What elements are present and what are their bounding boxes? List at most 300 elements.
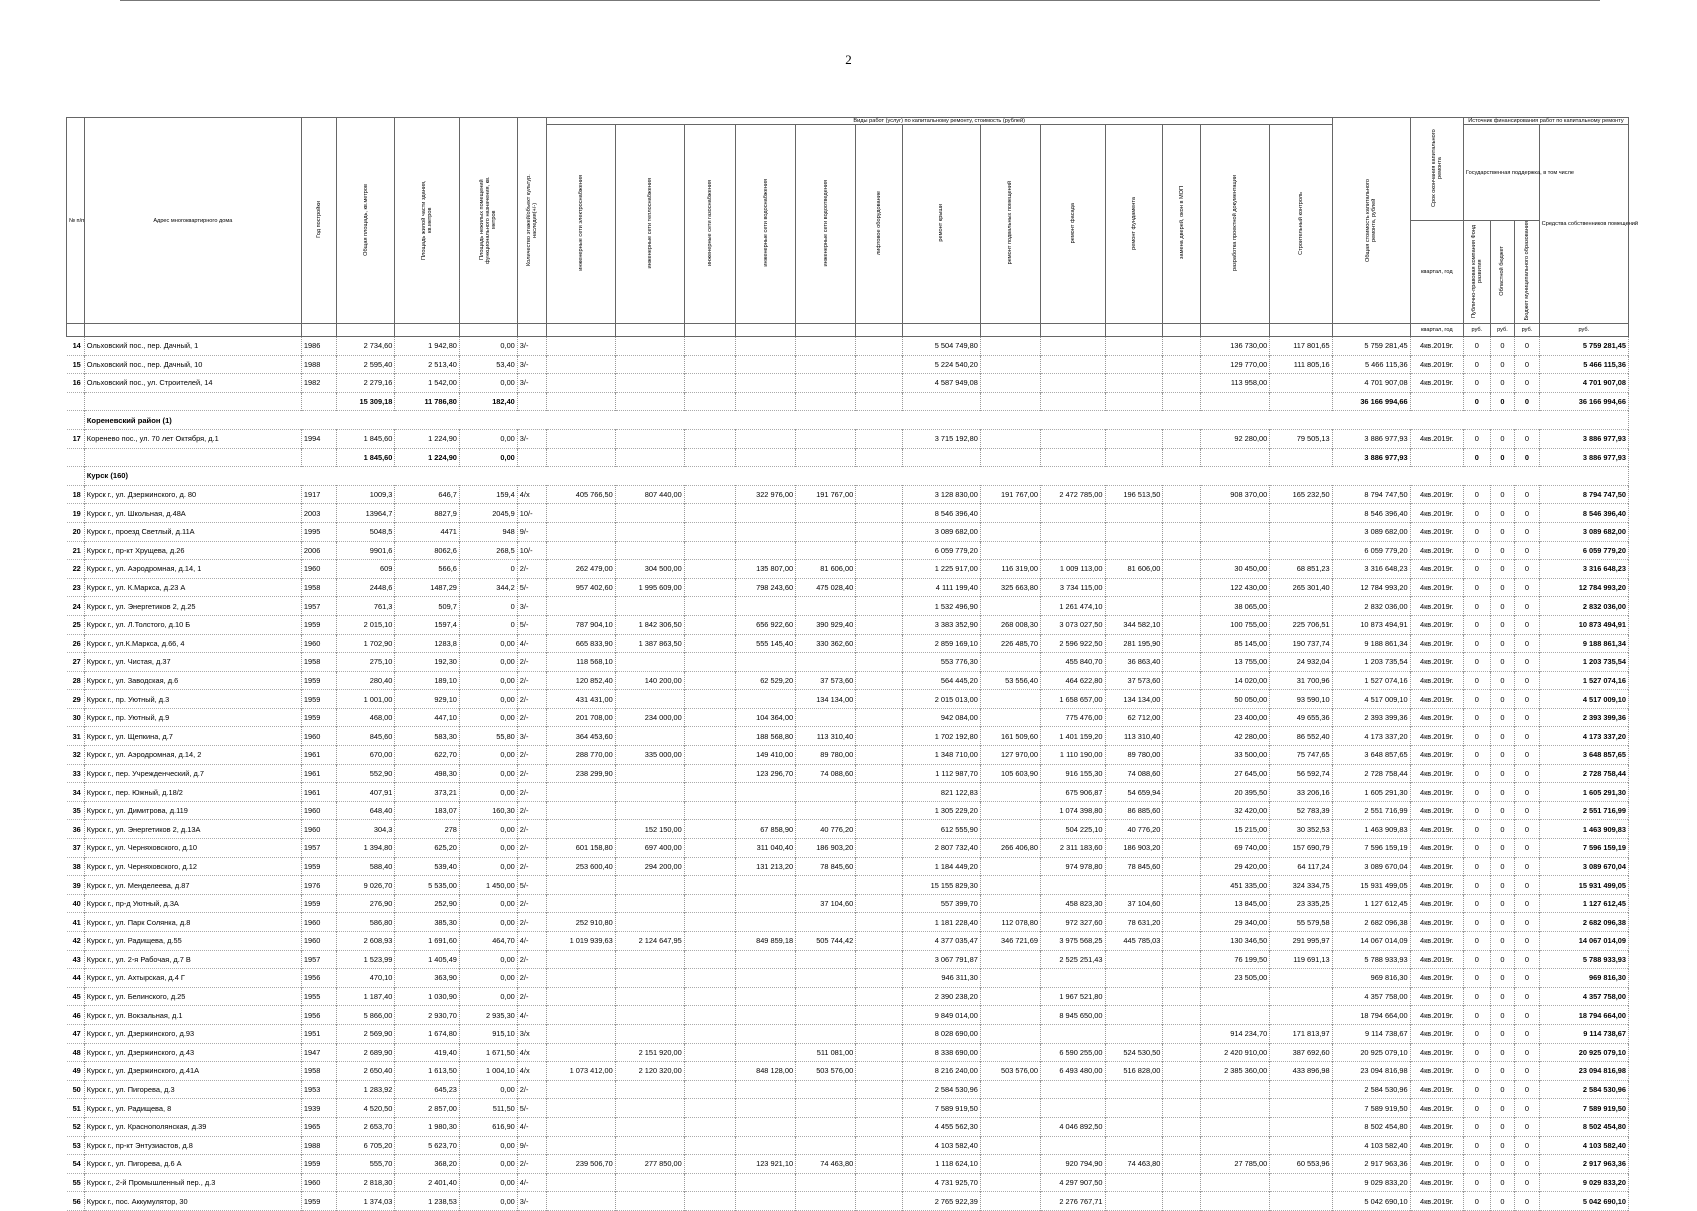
cell-work: [735, 1099, 795, 1118]
cell-living-area: 4471: [395, 522, 460, 541]
cell-work: 9 849 014,00: [902, 1006, 980, 1025]
cell-work: [1163, 337, 1201, 356]
cell-fund: 0: [1464, 708, 1491, 727]
cell-fund: 0: [1464, 671, 1491, 690]
cell-work: 1 019 939,63: [546, 932, 615, 951]
cell-total-area: 5048,5: [337, 522, 395, 541]
cell-work: [615, 448, 684, 467]
cell-work: 4 731 925,70: [902, 1173, 980, 1192]
cell-work: [615, 653, 684, 672]
cell-work: [1040, 1080, 1105, 1099]
cell-total-area: 304,3: [337, 820, 395, 839]
cell-work: [1270, 597, 1332, 616]
cell-address: Курск г., ул. Аэродромная, д.14, 2: [84, 746, 301, 765]
cell-municipal: 0: [1515, 764, 1539, 783]
cell-floors: 2/-: [517, 708, 546, 727]
cell-work: [1270, 1006, 1332, 1025]
cell-work: 555 145,40: [735, 634, 795, 653]
cell-work: [735, 429, 795, 448]
cell-municipal: 0: [1515, 653, 1539, 672]
cell-work: 564 445,20: [902, 671, 980, 690]
cell-work: [980, 374, 1040, 393]
cell-work: 1 009 113,00: [1040, 560, 1105, 579]
cell-total-cost: 2 917 963,36: [1332, 1155, 1410, 1174]
cell-deadline: 4кв.2019г.: [1410, 1117, 1463, 1136]
cell-work: [856, 1062, 903, 1081]
cell-work: 188 568,80: [735, 727, 795, 746]
cell-floors: 2/-: [517, 653, 546, 672]
cell-work: [615, 783, 684, 802]
cell-work: [856, 337, 903, 356]
cell-work: [546, 337, 615, 356]
cell-deadline: 4кв.2019г.: [1410, 429, 1463, 448]
cell-work: 330 362,60: [796, 634, 856, 653]
cell-total-cost: 2 584 530,96: [1332, 1080, 1410, 1099]
cell-work: [856, 932, 903, 951]
cell-floors: 4/х: [517, 485, 546, 504]
cell-work: 13 845,00: [1201, 894, 1270, 913]
cell-total-cost: 1 605 291,30: [1332, 783, 1410, 802]
cell-no: [67, 467, 85, 486]
unit-deadline: квартал, год: [1410, 324, 1463, 337]
table-row: [67, 839, 1629, 858]
cell-own-funds: 6 059 779,20: [1539, 541, 1628, 560]
cell-work: [856, 634, 903, 653]
cell-work: 201 708,00: [546, 708, 615, 727]
cell-work: [1201, 541, 1270, 560]
state-support-header: Государственная поддержка, в том числе: [1464, 125, 1540, 221]
cell-own-funds: 5 759 281,45: [1539, 337, 1628, 356]
cell-work: 37 104,60: [1105, 894, 1163, 913]
cell-address: Курск г., пер. Южный, д.18/2: [84, 783, 301, 802]
cell-work: [980, 1117, 1040, 1136]
cell-work: [1163, 392, 1201, 411]
cell-address: Курск г., ул. Л.Толстого, д.10 Б: [84, 615, 301, 634]
cell-work: [615, 764, 684, 783]
cell-work: [546, 969, 615, 988]
district-label: Курск (160): [84, 467, 1628, 486]
cell-work: [856, 541, 903, 560]
cell-deadline: 4кв.2019г.: [1410, 337, 1463, 356]
cell-work: [1270, 392, 1332, 411]
cell-municipal: 0: [1515, 485, 1539, 504]
cell-work: 1 184 449,20: [902, 857, 980, 876]
cell-year: 1995: [301, 522, 337, 541]
cell-work: 1 842 306,50: [615, 615, 684, 634]
cell-living-area: 625,20: [395, 839, 460, 858]
cell-work: 85 145,00: [1201, 634, 1270, 653]
cell-own-funds: 10 873 494,91: [1539, 615, 1628, 634]
cell-work: [546, 1117, 615, 1136]
cell-work: 37 573,60: [796, 671, 856, 690]
cell-living-area: 385,30: [395, 913, 460, 932]
cell-municipal: 0: [1515, 504, 1539, 523]
cell-own-funds: 9 029 833,20: [1539, 1173, 1628, 1192]
cell-work: [1040, 392, 1105, 411]
cell-total-cost: 3 316 648,23: [1332, 560, 1410, 579]
cell-nonres-area: 0,00: [459, 1080, 517, 1099]
cell-work: 52 783,39: [1270, 801, 1332, 820]
cell-address: Курск г., ул. Пигорева, д.3: [84, 1080, 301, 1099]
cell-address: Курск г., ул. Щепкина, д.7: [84, 727, 301, 746]
cell-work: [684, 634, 735, 653]
cell-work: [856, 727, 903, 746]
cell-work: [1270, 1192, 1332, 1211]
cell-living-area: 2 401,40: [395, 1173, 460, 1192]
cell-work: [546, 894, 615, 913]
cell-work: 511 081,00: [796, 1043, 856, 1062]
cell-deadline: 4кв.2019г.: [1410, 708, 1463, 727]
cell-work: 821 122,83: [902, 783, 980, 802]
cell-floors: [517, 448, 546, 467]
cell-no: 55: [67, 1173, 85, 1192]
cell-work: 2 596 922,50: [1040, 634, 1105, 653]
page-number: 2: [845, 52, 852, 67]
cell-work: [684, 1080, 735, 1099]
table-row: [67, 504, 1629, 523]
cell-work: [856, 448, 903, 467]
cell-own-funds: 969 816,30: [1539, 969, 1628, 988]
cell-work: [1105, 597, 1163, 616]
cell-fund: 0: [1464, 1024, 1491, 1043]
cell-no: 39: [67, 876, 85, 895]
cell-work: [615, 987, 684, 1006]
cell-municipal: 0: [1515, 820, 1539, 839]
cell-work: [735, 522, 795, 541]
cell-own-funds: 4 517 009,10: [1539, 690, 1628, 709]
cell-no: 45: [67, 987, 85, 1006]
cell-fund: 0: [1464, 727, 1491, 746]
cell-total-area: 1 283,92: [337, 1080, 395, 1099]
cell-year: 1917: [301, 485, 337, 504]
table-row: [67, 1173, 1629, 1192]
cell-fund: 0: [1464, 448, 1491, 467]
funding-group-header: Источник финансирования работ по капитальному ремонту: [1464, 118, 1629, 125]
cell-work: [735, 1024, 795, 1043]
cell-work: 42 280,00: [1201, 727, 1270, 746]
cell-work: 74 463,80: [796, 1155, 856, 1174]
cell-work: 1 112 987,70: [902, 764, 980, 783]
cell-work: [1163, 653, 1201, 672]
cell-work: [856, 764, 903, 783]
cell-floors: 3/-: [517, 597, 546, 616]
cell-work: 364 453,60: [546, 727, 615, 746]
cell-work: 112 078,80: [980, 913, 1040, 932]
cell-work: 557 399,70: [902, 894, 980, 913]
cell-work: [980, 1006, 1040, 1025]
cell-work: [796, 429, 856, 448]
cell-work: [1163, 1117, 1201, 1136]
cell-work: [1105, 1192, 1163, 1211]
cell-work: 191 767,00: [980, 485, 1040, 504]
cell-no: 41: [67, 913, 85, 932]
cell-address: Курск г., ул. К.Маркса, д.23 А: [84, 578, 301, 597]
cell-regional: 0: [1490, 615, 1514, 634]
cell-work: 775 476,00: [1040, 708, 1105, 727]
cell-work: [615, 504, 684, 523]
cell-year: 1965: [301, 1117, 337, 1136]
cell-work: [856, 839, 903, 858]
cell-own-funds: 2 551 716,99: [1539, 801, 1628, 820]
cell-work: 5 504 749,80: [902, 337, 980, 356]
cell-work: 1 658 657,00: [1040, 690, 1105, 709]
cell-work: [796, 392, 856, 411]
cell-work: [1270, 541, 1332, 560]
cell-no: 43: [67, 950, 85, 969]
cell-work: [856, 708, 903, 727]
cell-municipal: 0: [1515, 987, 1539, 1006]
cell-living-area: 11 786,80: [395, 392, 460, 411]
cell-nonres-area: 0: [459, 560, 517, 579]
cell-year: 1956: [301, 969, 337, 988]
cell-year: 1959: [301, 671, 337, 690]
cell-work: [980, 987, 1040, 1006]
cell-work: 455 840,70: [1040, 653, 1105, 672]
cell-work: 1 181 228,40: [902, 913, 980, 932]
cell-work: [1163, 429, 1201, 448]
cell-living-area: 1283,8: [395, 634, 460, 653]
cell-living-area: 8062,6: [395, 541, 460, 560]
cell-total-area: 2 279,16: [337, 374, 395, 393]
cell-fund: 0: [1464, 1099, 1491, 1118]
cell-work: [980, 1155, 1040, 1174]
cell-year: 1960: [301, 634, 337, 653]
cell-work: 14 020,00: [1201, 671, 1270, 690]
cell-floors: 4/-: [517, 634, 546, 653]
cell-work: 30 450,00: [1201, 560, 1270, 579]
cell-municipal: 0: [1515, 448, 1539, 467]
cell-living-area: 646,7: [395, 485, 460, 504]
cell-regional: 0: [1490, 708, 1514, 727]
cell-work: [980, 894, 1040, 913]
cell-total-cost: 18 794 664,00: [1332, 1006, 1410, 1025]
cell-work: [1040, 429, 1105, 448]
cell-total-area: 407,91: [337, 783, 395, 802]
cell-work: [684, 690, 735, 709]
cell-work: [1105, 448, 1163, 467]
cell-nonres-area: 0,00: [459, 969, 517, 988]
cell-work: 325 663,80: [980, 578, 1040, 597]
cell-year: 1994: [301, 429, 337, 448]
cell-work: 15 215,00: [1201, 820, 1270, 839]
cell-address: Курск г., ул. Энергетиков 2, д.13А: [84, 820, 301, 839]
table-row: [67, 671, 1629, 690]
cell-deadline: 4кв.2019г.: [1410, 932, 1463, 951]
cell-deadline: 4кв.2019г.: [1410, 876, 1463, 895]
cell-total-area: 4 520,50: [337, 1099, 395, 1118]
cell-work: 113 958,00: [1201, 374, 1270, 393]
cell-regional: 0: [1490, 355, 1514, 374]
cell-floors: 4/-: [517, 1006, 546, 1025]
cell-work: [735, 1192, 795, 1211]
cell-work: 524 530,50: [1105, 1043, 1163, 1062]
cell-nonres-area: 0,00: [459, 820, 517, 839]
cell-regional: 0: [1490, 987, 1514, 1006]
cell-work: 914 234,70: [1201, 1024, 1270, 1043]
cell-municipal: 0: [1515, 429, 1539, 448]
cell-total-area: 2 818,30: [337, 1173, 395, 1192]
cell-work: [615, 913, 684, 932]
cell-no: 21: [67, 541, 85, 560]
cell-work: 252 910,80: [546, 913, 615, 932]
cell-work: [796, 708, 856, 727]
cell-address: Курск г., 2-й Промышленный пер., д.3: [84, 1173, 301, 1192]
col-work-facade: ремонт фасада: [1040, 125, 1105, 324]
cell-work: [856, 894, 903, 913]
cell-fund: 0: [1464, 1062, 1491, 1081]
cell-year: 1961: [301, 764, 337, 783]
cell-work: 56 592,74: [1270, 764, 1332, 783]
cell-total-area: 648,40: [337, 801, 395, 820]
cell-work: [796, 355, 856, 374]
cell-regional: 0: [1490, 448, 1514, 467]
table-row: [67, 727, 1629, 746]
cell-work: [980, 1043, 1040, 1062]
cell-year: 1988: [301, 1136, 337, 1155]
cell-work: [796, 913, 856, 932]
cell-work: [1270, 1117, 1332, 1136]
table-row: [67, 485, 1629, 504]
cell-work: 974 978,80: [1040, 857, 1105, 876]
table-row: [67, 969, 1629, 988]
cell-nonres-area: 1 671,50: [459, 1043, 517, 1062]
cell-total-area: 2448,6: [337, 578, 395, 597]
cell-work: 74 463,80: [1105, 1155, 1163, 1174]
cell-floors: 2/-: [517, 690, 546, 709]
cell-address: Курск г., пр-д Уютный, д.3А: [84, 894, 301, 913]
cell-work: 8 216 240,00: [902, 1062, 980, 1081]
cell-work: 8 028 690,00: [902, 1024, 980, 1043]
cell-year: [301, 392, 337, 411]
cell-work: [980, 950, 1040, 969]
cell-work: [856, 1117, 903, 1136]
cell-deadline: 4кв.2019г.: [1410, 1173, 1463, 1192]
cell-work: [856, 1024, 903, 1043]
cell-work: [615, 1080, 684, 1099]
cell-total-area: 9 026,70: [337, 876, 395, 895]
col-municipal: Бюджет муниципального образования: [1515, 221, 1539, 324]
table-row: [67, 1024, 1629, 1043]
cell-work: [1270, 1099, 1332, 1118]
district-heading-row: [67, 467, 1629, 486]
cell-own-funds: 8 794 747,50: [1539, 485, 1628, 504]
cell-work: 29 420,00: [1201, 857, 1270, 876]
cell-work: 665 833,90: [546, 634, 615, 653]
table-row: [67, 913, 1629, 932]
cell-year: 1957: [301, 839, 337, 858]
cell-work: 13 755,00: [1201, 653, 1270, 672]
cell-regional: 0: [1490, 969, 1514, 988]
cell-work: [1040, 374, 1105, 393]
cell-regional: 0: [1490, 932, 1514, 951]
cell-address: Курск г., ул. Школьная, д.48А: [84, 504, 301, 523]
cell-work: [546, 783, 615, 802]
cell-work: [1270, 448, 1332, 467]
cell-work: 64 117,24: [1270, 857, 1332, 876]
col-living-area: Площадь жилой части здания, кв.метров: [395, 118, 460, 324]
cell-total-cost: 1 527 074,16: [1332, 671, 1410, 690]
cell-year: [301, 448, 337, 467]
cell-total-cost: 5 788 933,93: [1332, 950, 1410, 969]
cell-year: 1956: [301, 1006, 337, 1025]
cell-municipal: 0: [1515, 1062, 1539, 1081]
cell-address: Курск г., ул. Краснополянская, д.39: [84, 1117, 301, 1136]
cell-no: 19: [67, 504, 85, 523]
table-row: [67, 374, 1629, 393]
cell-work: 266 406,80: [980, 839, 1040, 858]
cell-total-area: 555,70: [337, 1155, 395, 1174]
cell-year: 1959: [301, 690, 337, 709]
cell-work: [1105, 374, 1163, 393]
cell-work: [980, 392, 1040, 411]
cell-municipal: 0: [1515, 727, 1539, 746]
cell-work: 2 525 251,43: [1040, 950, 1105, 969]
cell-work: 23 505,00: [1201, 969, 1270, 988]
cell-own-funds: 4 701 907,08: [1539, 374, 1628, 393]
cell-work: [1105, 578, 1163, 597]
cell-work: 908 370,00: [1201, 485, 1270, 504]
cell-nonres-area: 0,00: [459, 987, 517, 1006]
cell-total-cost: 4 103 582,40: [1332, 1136, 1410, 1155]
cell-work: [1105, 987, 1163, 1006]
cell-work: [796, 1117, 856, 1136]
cell-fund: 0: [1464, 1136, 1491, 1155]
cell-work: [1040, 355, 1105, 374]
cell-municipal: 0: [1515, 578, 1539, 597]
cell-work: [796, 1192, 856, 1211]
cell-regional: 0: [1490, 876, 1514, 895]
cell-work: [1163, 1155, 1201, 1174]
cell-work: 2 311 183,60: [1040, 839, 1105, 858]
cell-work: [1105, 1117, 1163, 1136]
cell-fund: 0: [1464, 541, 1491, 560]
cell-work: [684, 1043, 735, 1062]
cell-work: 4 103 582,40: [902, 1136, 980, 1155]
cell-no: 29: [67, 690, 85, 709]
cell-total-area: 552,90: [337, 764, 395, 783]
cell-work: [735, 783, 795, 802]
cell-work: 2 807 732,40: [902, 839, 980, 858]
cell-work: [546, 1099, 615, 1118]
cell-work: [980, 597, 1040, 616]
cell-total-area: 276,90: [337, 894, 395, 913]
cell-total-area: 1 394,80: [337, 839, 395, 858]
cell-work: [684, 783, 735, 802]
cell-total-cost: 12 784 993,20: [1332, 578, 1410, 597]
cell-work: [1163, 913, 1201, 932]
cell-work: 3 734 115,00: [1040, 578, 1105, 597]
cell-total-cost: 4 357 758,00: [1332, 987, 1410, 1006]
cell-work: [856, 504, 903, 523]
cell-own-funds: 4 173 337,20: [1539, 727, 1628, 746]
cell-work: [684, 857, 735, 876]
cell-work: [856, 1006, 903, 1025]
cell-work: [615, 969, 684, 988]
cell-deadline: 4кв.2019г.: [1410, 820, 1463, 839]
cell-total-area: 2 015,10: [337, 615, 395, 634]
cell-work: 1 225 917,00: [902, 560, 980, 579]
cell-work: [1163, 485, 1201, 504]
cell-address: [84, 392, 301, 411]
cell-work: [615, 1006, 684, 1025]
cell-no: 18: [67, 485, 85, 504]
cell-work: [1163, 541, 1201, 560]
cell-work: [684, 1136, 735, 1155]
cell-municipal: 0: [1515, 913, 1539, 932]
cell-work: [1270, 987, 1332, 1006]
cell-work: 78 845,60: [1105, 857, 1163, 876]
cell-floors: 2/-: [517, 950, 546, 969]
